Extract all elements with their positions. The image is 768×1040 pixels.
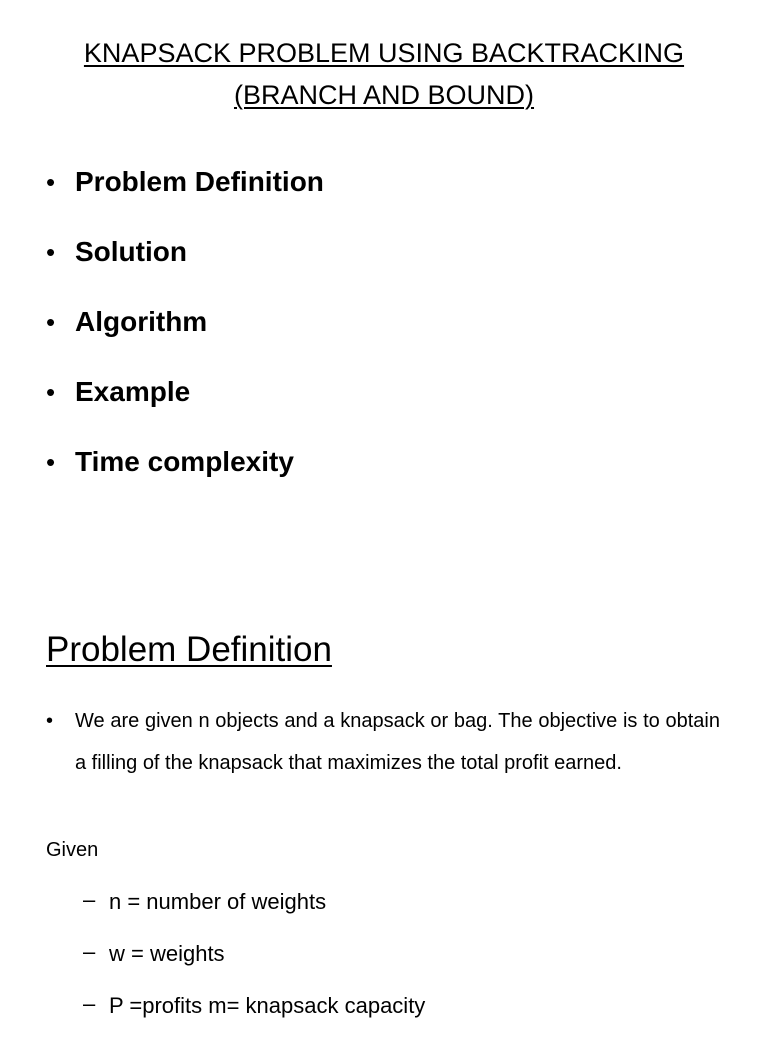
page-title <box>40 32 728 116</box>
outline-item-label: Solution <box>75 236 187 267</box>
dash-glyph: – <box>83 887 96 912</box>
outline-list <box>46 160 324 510</box>
outline-item-label: Time complexity <box>75 446 294 477</box>
dash-glyph: – <box>83 939 96 964</box>
dash-glyph: – <box>83 991 96 1016</box>
outline-item <box>46 440 324 510</box>
given-label: Given <box>46 839 99 861</box>
param-item <box>83 988 425 1040</box>
param-item <box>83 884 425 936</box>
outline-item <box>46 160 324 230</box>
params-list <box>83 884 425 1040</box>
bullet-glyph: • <box>46 237 56 267</box>
param-item <box>83 936 425 988</box>
param-item-label: P =profits m= knapsack capacity <box>109 993 426 1018</box>
bullet-glyph: • <box>46 447 56 477</box>
title-line-2: (BRANCH AND BOUND) <box>233 80 535 110</box>
outline-item-label: Algorithm <box>75 306 208 337</box>
param-item-label: n = number of weights <box>109 889 327 914</box>
outline-item <box>46 230 324 300</box>
title-line-1: KNAPSACK PROBLEM USING BACKTRACKING <box>83 38 685 68</box>
definition-item <box>46 700 720 784</box>
outline-item <box>46 370 324 440</box>
outline-item-label: Example <box>75 376 191 407</box>
param-item-label: w = weights <box>109 941 225 966</box>
definition-text: We are given n objects and a knapsack or bag. The objective is to obtain a filling of the knapsack that maximizes the total profit earned. <box>75 710 720 774</box>
section-heading: Problem Definition <box>46 630 332 669</box>
bullet-glyph: • <box>46 307 56 337</box>
bullet-glyph: • <box>46 167 56 197</box>
outline-item-label: Problem Definition <box>75 166 324 197</box>
bullet-glyph: • <box>46 710 54 732</box>
bullet-glyph: • <box>46 377 56 407</box>
outline-item <box>46 300 324 370</box>
